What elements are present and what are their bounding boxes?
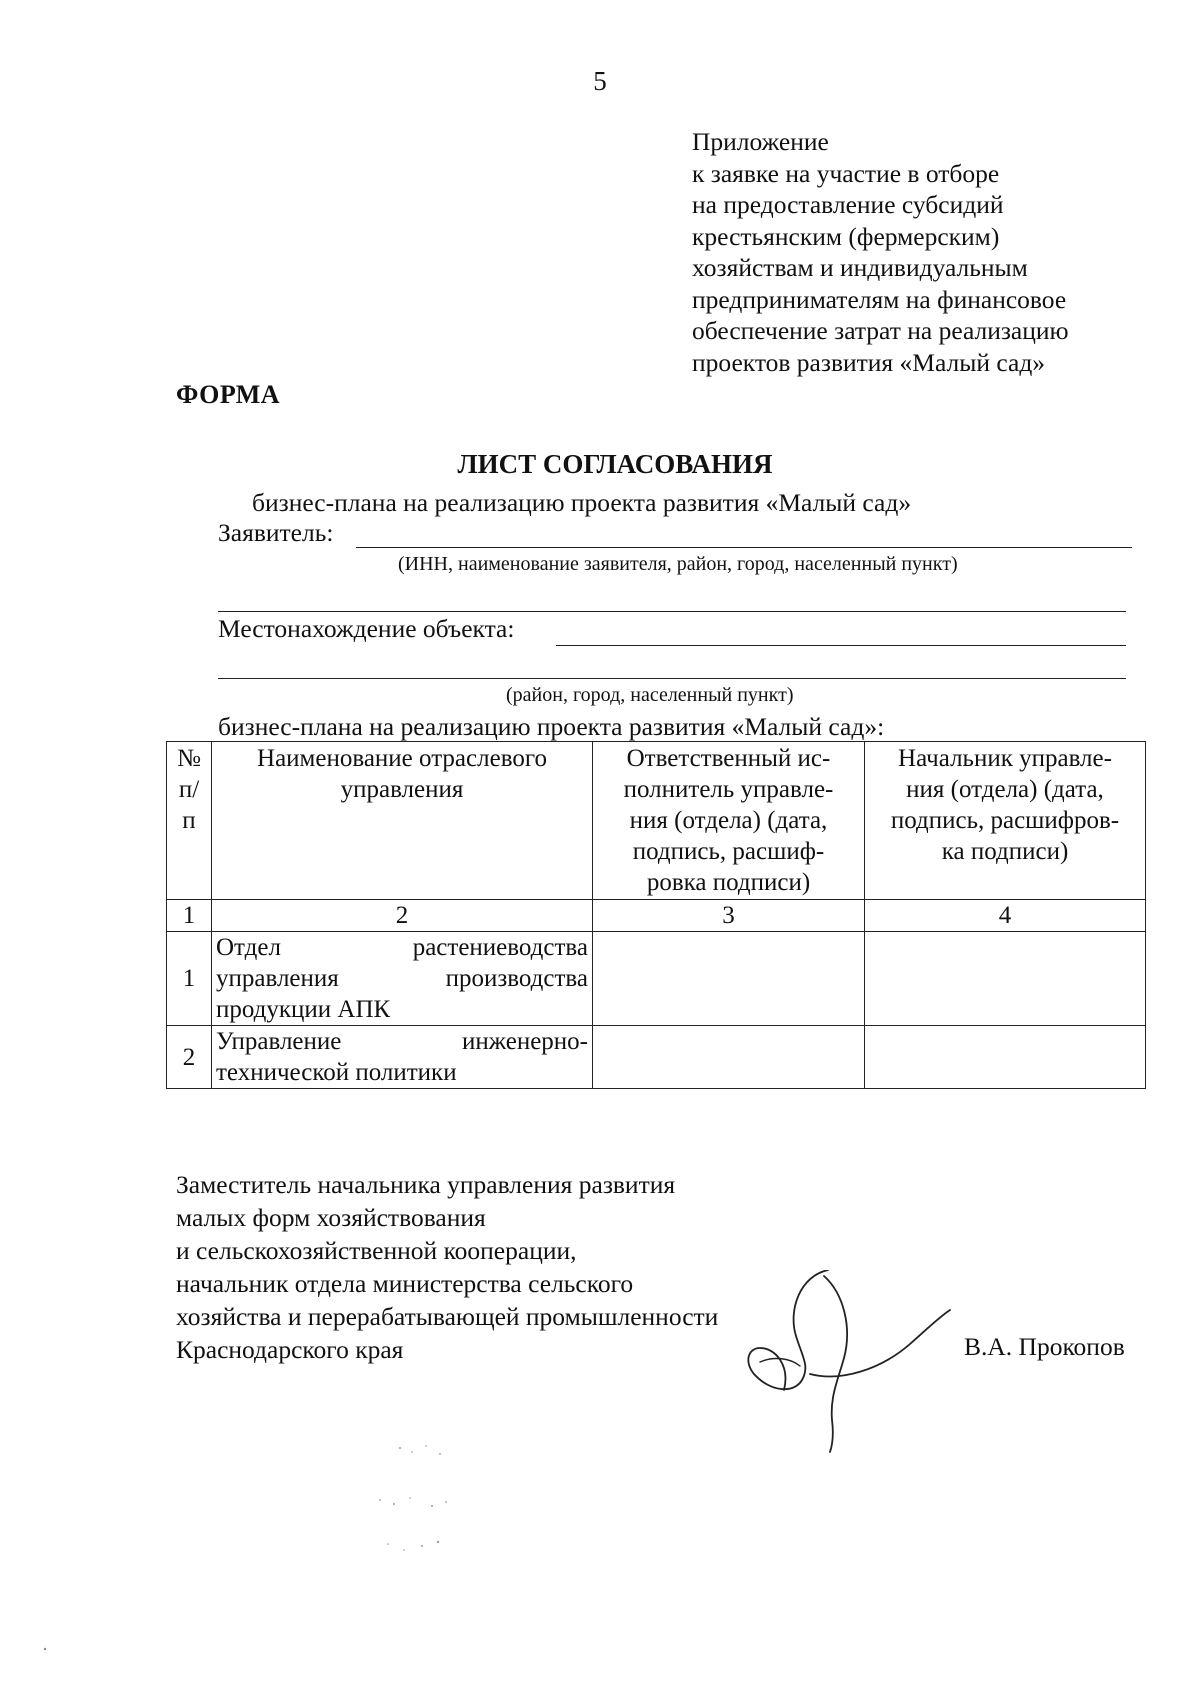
name-line: [216, 1057, 588, 1088]
approval-table: [166, 741, 1146, 1089]
signer-position: [176, 1168, 718, 1366]
handwritten-signature: [740, 1270, 960, 1460]
name-word: Отдел: [216, 934, 281, 961]
signer-line: хозяйства и перерабатывающей промышленности: [176, 1302, 719, 1331]
column-number: 1: [167, 900, 212, 932]
location-field-line[interactable]: [556, 645, 1126, 646]
name-word: технической политики: [216, 1059, 457, 1086]
name-line: [216, 932, 588, 963]
applicant-hint: (ИНН, наименование заявителя, район, город, населенный пункт): [398, 553, 958, 575]
header-line: Начальник управле-: [898, 745, 1112, 772]
signer-line: и сельскохозяйственной кооперации,: [176, 1236, 577, 1265]
table-row: [167, 1026, 1146, 1089]
executor-signature-cell[interactable]: [593, 932, 865, 1026]
applicant-label: Заявитель:: [218, 518, 334, 547]
table-caption: бизнес-плана на реализацию проекта развития «Малый сад»:: [218, 712, 885, 741]
header-line: ния (отдела) (дата,: [906, 776, 1104, 803]
document-title: ЛИСТ СОГЛАСОВАНИЯ: [457, 449, 773, 479]
signer-line: Заместитель начальника управления развития: [176, 1170, 676, 1199]
name-word: растениеводства: [412, 934, 588, 961]
location-label: Местонахождение объекта:: [218, 614, 515, 643]
location-field-line-2[interactable]: [218, 678, 1126, 679]
header-line: ровка подписи): [646, 869, 811, 896]
column-number: 2: [212, 900, 593, 932]
executor-signature-cell[interactable]: [593, 1026, 865, 1089]
header-line: подпись, расшиф-: [632, 838, 825, 865]
appendix-line: крестьянским (фермерским): [692, 221, 1000, 251]
header-department: [212, 742, 593, 900]
appendix-line: предпринимателям на финансовое: [692, 284, 1067, 314]
location-hint: (район, город, населенный пункт): [506, 684, 794, 706]
header-line: Наименование отраслевого: [257, 745, 547, 772]
appendix-line: на предоставление субсидий: [692, 190, 1004, 219]
scan-speck: [42, 1646, 48, 1652]
document-subtitle: бизнес-плана на реализацию проекта развития «Малый сад»: [252, 488, 912, 517]
header-executor: [593, 742, 865, 900]
header-line: п: [182, 807, 196, 834]
scan-artifacts: [340, 1440, 500, 1580]
signer-line: Краснодарского края: [176, 1335, 404, 1364]
column-number-row: [167, 900, 1146, 932]
header-line: №: [177, 745, 201, 772]
applicant-field-line[interactable]: [356, 547, 1132, 548]
signer-name: В.А. Прокопов: [964, 1332, 1125, 1361]
column-number: 3: [593, 900, 865, 932]
header-line: управления: [340, 776, 464, 803]
name-line: [216, 994, 588, 1025]
name-word: продукции АПК: [216, 996, 391, 1023]
signer-line: начальник отдела министерства сельского: [176, 1269, 634, 1298]
form-label: ФОРМА: [176, 380, 281, 409]
table-row: [167, 932, 1146, 1026]
header-line: Ответственный ис-: [626, 745, 831, 772]
appendix-note: [692, 126, 1069, 378]
name-word: инженерно-: [462, 1028, 588, 1055]
applicant-field-line-2[interactable]: [218, 611, 1126, 612]
department-name: [212, 932, 593, 1026]
head-signature-cell[interactable]: [865, 932, 1146, 1026]
name-word: производства: [445, 965, 588, 992]
header-line: подпись, расшифров-: [890, 807, 1120, 834]
header-line: ка подписи): [941, 838, 1069, 865]
page-number: 5: [593, 66, 607, 96]
header-head: [865, 742, 1146, 900]
row-number: 1: [167, 932, 212, 1026]
department-name: [212, 1026, 593, 1089]
row-number: 2: [167, 1026, 212, 1089]
appendix-line: обеспечение затрат на реализацию: [692, 316, 1069, 345]
head-signature-cell[interactable]: [865, 1026, 1146, 1089]
appendix-line: к заявке на участие в отборе: [692, 158, 1000, 188]
appendix-line: хозяйствам и индивидуальным: [692, 253, 1028, 282]
header-line: полнитель управле-: [623, 776, 834, 803]
appendix-line: проектов развития «Малый сад»: [692, 347, 1046, 377]
column-number: 4: [865, 900, 1146, 932]
header-number: [167, 742, 212, 900]
header-line: ния (отдела) (дата,: [629, 807, 828, 834]
header-line: п/: [178, 776, 200, 803]
name-word: Управление: [216, 1028, 342, 1055]
table-header-row: [167, 742, 1146, 900]
appendix-line: Приложение: [692, 127, 829, 156]
name-line: [216, 1026, 588, 1057]
signer-line: малых форм хозяйствования: [176, 1203, 486, 1232]
name-line: [216, 963, 588, 994]
name-word: управления: [216, 965, 339, 992]
